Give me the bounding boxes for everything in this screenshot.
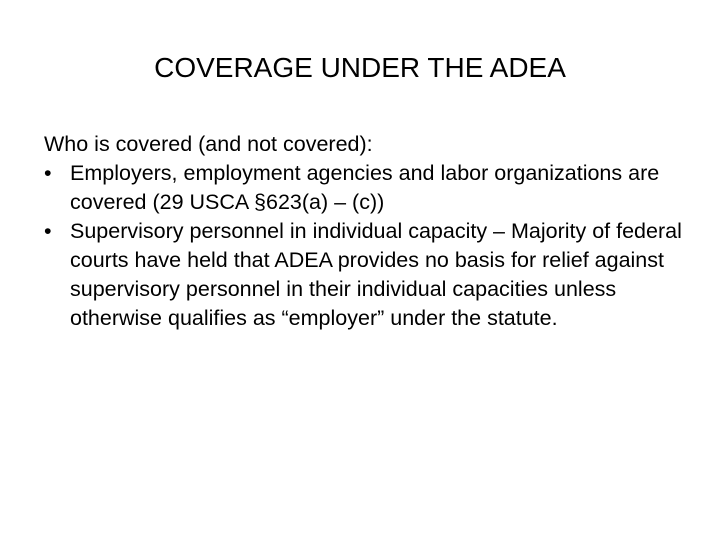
slide-title: COVERAGE UNDER THE ADEA bbox=[154, 52, 566, 83]
slide-body bbox=[44, 130, 684, 333]
bullet-icon: • bbox=[44, 161, 52, 185]
bullet-list bbox=[44, 159, 684, 333]
bullet-item-employers bbox=[44, 159, 684, 217]
intro-text: Who is covered (and not covered): bbox=[44, 132, 373, 156]
bullet-item-supervisory bbox=[44, 217, 684, 333]
bullet-text: Employers, employment agencies and labor organizations are covered (29 USCA §623(a) – (c)) bbox=[70, 161, 660, 214]
bullet-icon: • bbox=[44, 219, 52, 243]
bullet-text: Supervisory personnel in individual capacity – Majority of federal courts have held that ADEA provides no basis for relief against supervisory personnel in their individual capacities unless otherwise qualifies as “employer” under the statute. bbox=[70, 219, 682, 330]
